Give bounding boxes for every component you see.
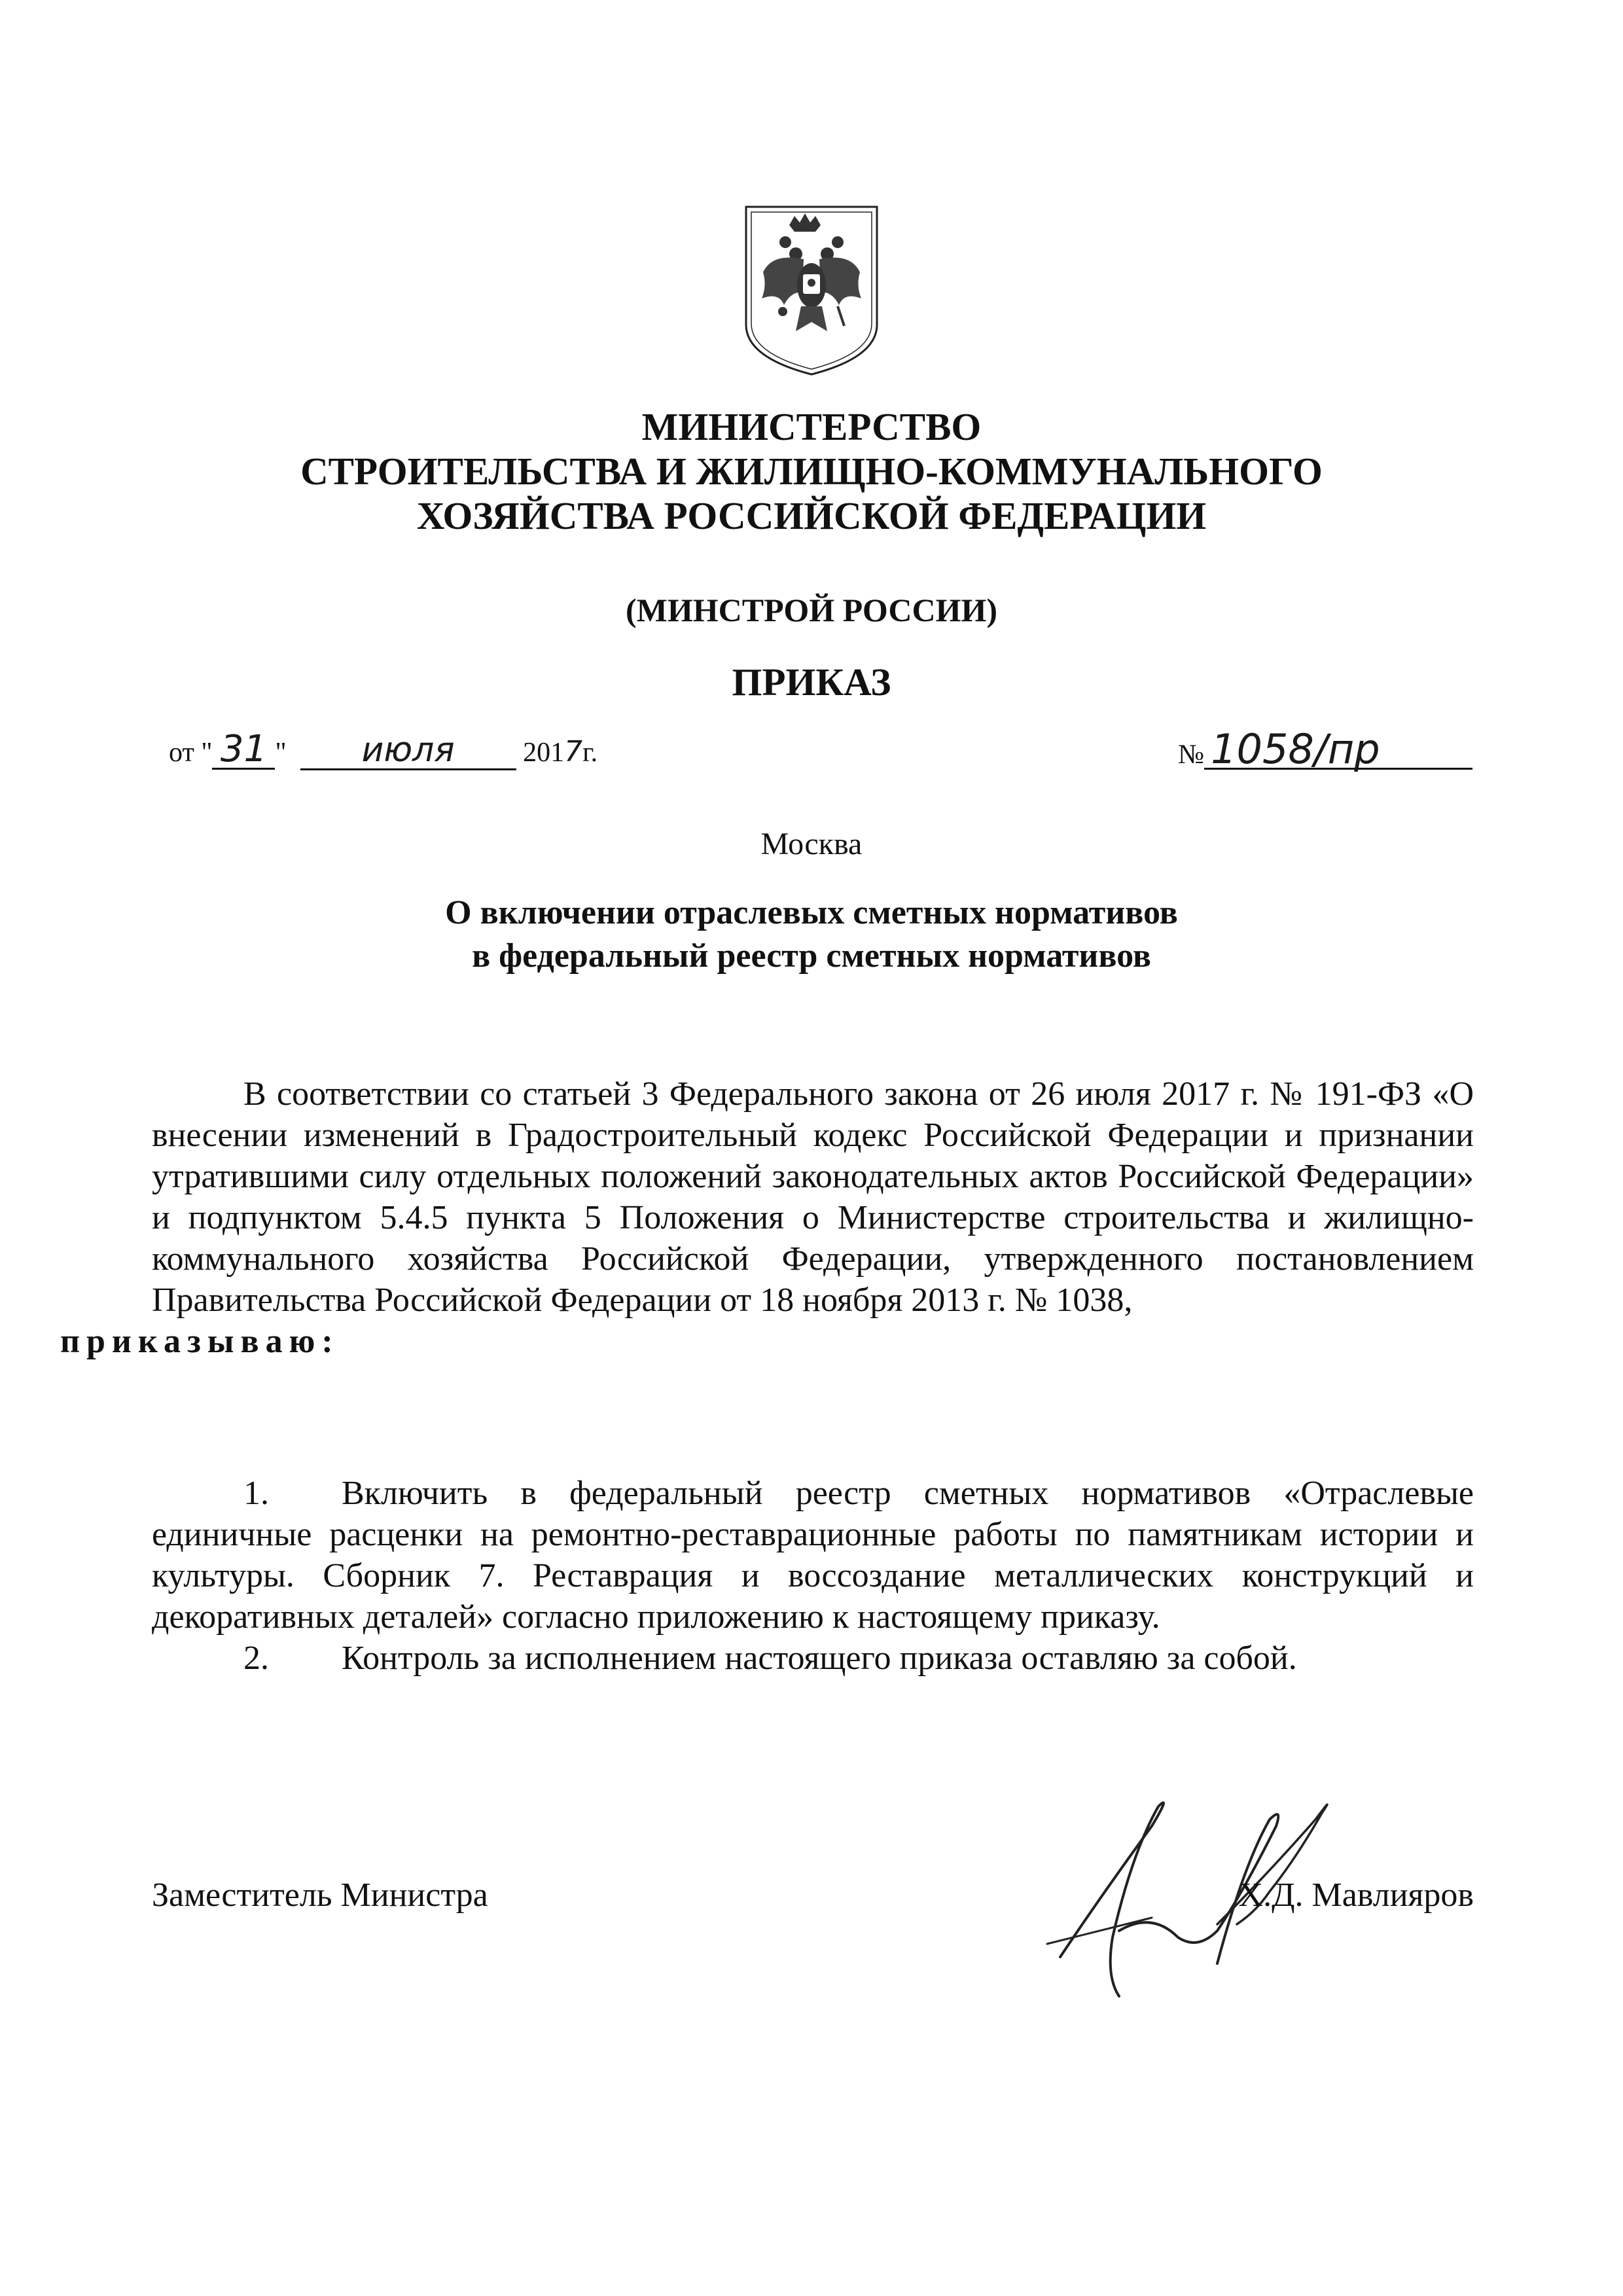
item-text: Контроль за исполнением настоящего приказа оставляю за собой.	[342, 1640, 1297, 1677]
date-day: 31	[212, 731, 275, 770]
order-subject	[0, 891, 1623, 978]
directive-word: приказываю:	[60, 1323, 340, 1360]
subject-line2: в федеральный реестр сметных нормативов	[472, 937, 1151, 975]
item-number: 2.	[243, 1640, 269, 1677]
subject-line1: О включении отраслевых сметных нормативов	[445, 894, 1178, 931]
date-quote-open: "	[201, 738, 213, 768]
order-number	[1178, 725, 1472, 773]
preamble-paragraph	[60, 1073, 1474, 1362]
ministry-name	[0, 404, 1623, 538]
item-text: Включить в федеральный реестр сметных нормативов «Отраслевые единичные расценки на ремонтно-реставрационные работы по памятникам истории и культуры. Сборник 7. Реставрация и воссоздание металлических конструкций и декоративных деталей» согласно приложению к настоящему приказу.	[152, 1475, 1474, 1636]
ministry-abbreviation: (МИНСТРОЙ РОССИИ)	[625, 592, 998, 628]
signer-name: Х.Д. Мавлияров	[1238, 1876, 1474, 1914]
number-value: 1058/пр	[1204, 731, 1472, 770]
date-year-suffix: г.	[582, 738, 598, 768]
order-items	[152, 1473, 1474, 1679]
date-year-prefix: 201	[523, 738, 565, 768]
date-year-digit: 7	[564, 735, 583, 768]
city: Москва	[760, 827, 863, 861]
order-date	[169, 728, 598, 770]
order-item-1	[152, 1473, 1474, 1638]
date-prefix: от	[169, 738, 194, 768]
date-quote-close: "	[275, 738, 287, 768]
ministry-name-line3: ХОЗЯЙСТВА РОССИЙСКОЙ ФЕДЕРАЦИИ	[416, 494, 1207, 537]
order-item-2	[152, 1638, 1474, 1679]
ministry-name-line1: МИНИСТЕРСТВО	[641, 405, 982, 448]
ministry-name-line2: СТРОИТЕЛЬСТВА И ЖИЛИЩНО-КОММУНАЛЬНОГО	[300, 450, 1323, 493]
date-month: июля	[300, 732, 516, 770]
item-number: 1.	[243, 1475, 269, 1512]
signer-title: Заместитель Министра	[152, 1876, 488, 1914]
russian-coat-of-arms-icon	[733, 194, 890, 381]
document-type-title: ПРИКАЗ	[732, 660, 891, 704]
preamble-text: В соответствии со статьей 3 Федерального закона от 26 июля 2017 г. № 191-ФЗ «О внесении изменений в Градостроительный кодекс Российской Федерации и признании утратившими силу отдельных положений законодательных актов Российской Федерации» и подпунктом 5.4.5 пункта 5 Положения о Министерстве строительства и жилищно-коммунального хозяйства Российской Федерации, утвержденного постановлением Правительства Российской Федерации от 18 ноября 2013 г. № 1038,	[152, 1075, 1474, 1319]
number-prefix: №	[1178, 740, 1205, 770]
